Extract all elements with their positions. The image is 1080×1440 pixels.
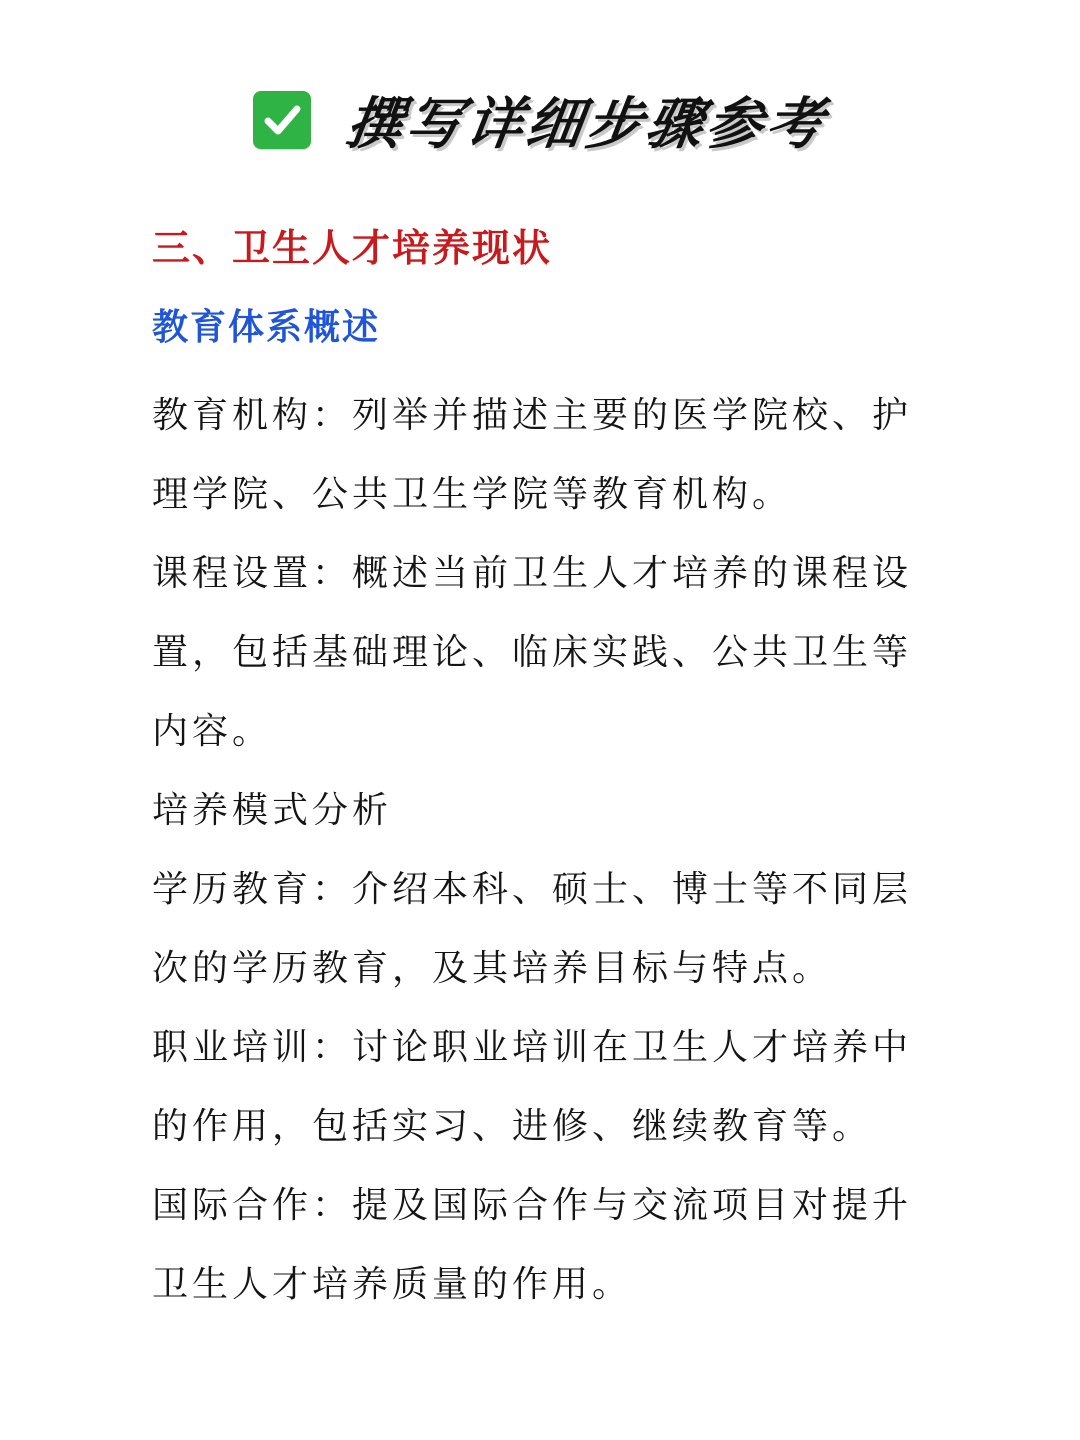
sub-heading-education-system: 教育体系概述: [152, 307, 381, 348]
article-body: [152, 216, 932, 1324]
paragraph-international-cooperation: 国际合作：提及国际合作与交流项目对提升卫生人才培养质量的作用。: [152, 1185, 913, 1305]
page-title: 撰写详细步骤参考: [341, 92, 831, 157]
paragraph-degree-education: 学历教育：介绍本科、硕士、博士等不同层次的学历教育，及其培养目标与特点。: [152, 869, 913, 989]
paragraph-education-institutions: 教育机构：列举并描述主要的医学院校、护理学院、公共卫生学院等教育机构。: [152, 395, 913, 515]
page-header: [0, 80, 1080, 160]
section-heading: 三、卫生人才培养现状: [152, 226, 553, 270]
paragraph-curriculum: 课程设置：概述当前卫生人才培养的课程设置，包括基础理论、临床实践、公共卫生等内容。: [152, 553, 913, 752]
paragraph-vocational-training: 职业培训：讨论职业培训在卫生人才培养中的作用，包括实习、进修、继续教育等。: [152, 1027, 913, 1147]
check-mark-icon: [253, 91, 311, 149]
sub-heading-training-model: 培养模式分析: [152, 790, 393, 831]
